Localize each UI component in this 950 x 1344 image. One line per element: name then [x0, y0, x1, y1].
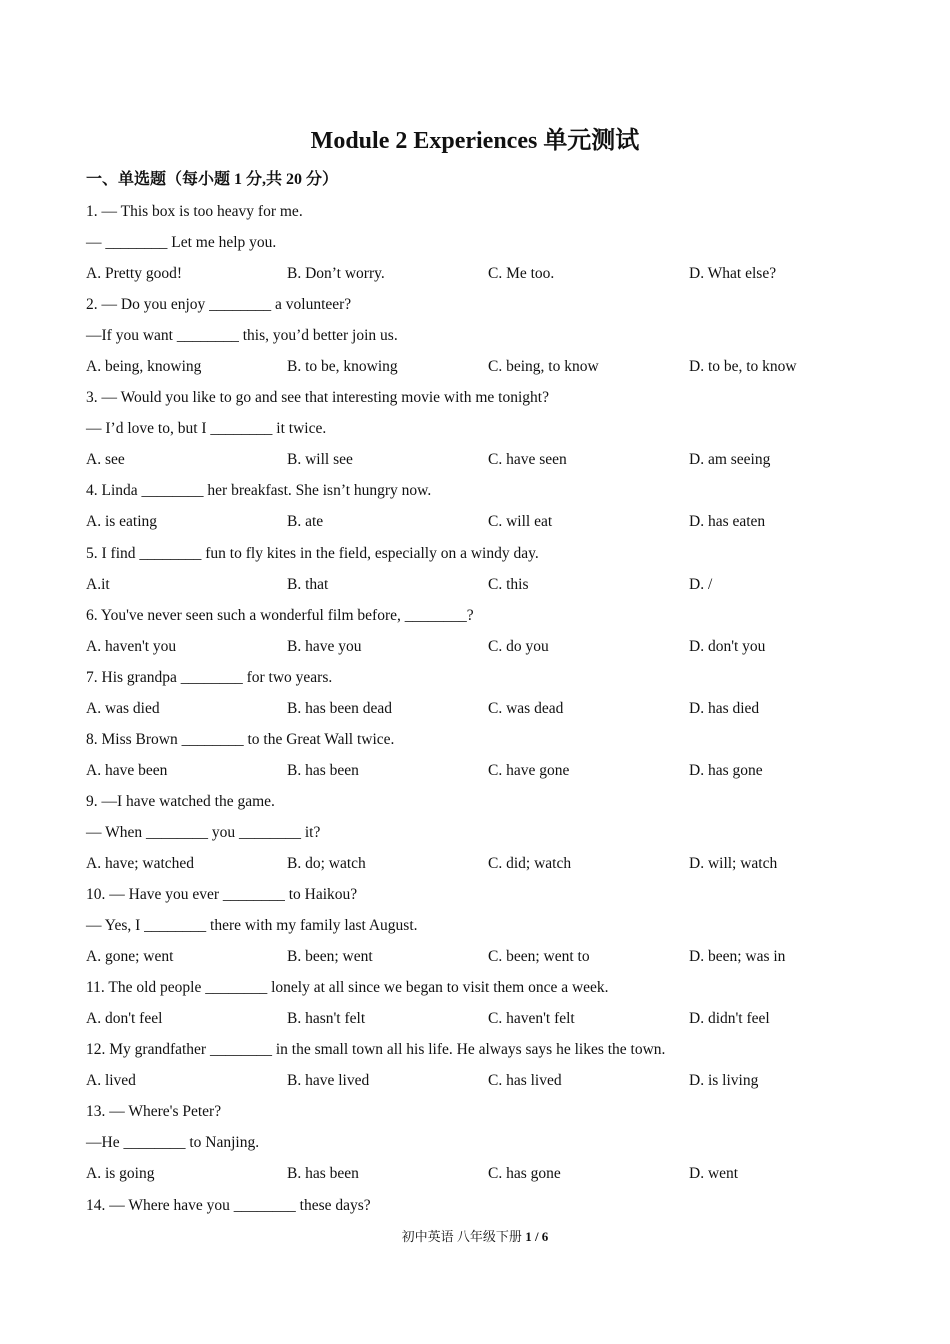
option-a: A. Pretty good!	[86, 265, 183, 283]
option-b: B. has been	[287, 1165, 359, 1183]
options-row	[86, 506, 866, 537]
question-stem: 8. Miss Brown ________ to the Great Wall twice.	[86, 730, 395, 748]
question-stem: 5. I find ________ fun to fly kites in the field, especially on a windy day.	[86, 544, 539, 562]
question-10	[86, 879, 866, 972]
option-d: D. has died	[689, 699, 760, 717]
option-b: B. hasn't felt	[287, 1010, 366, 1028]
option-a: A. was died	[86, 699, 160, 717]
question-2	[86, 289, 866, 382]
dialogue-line: —He ________ to Nanjing.	[86, 1134, 260, 1152]
options-row	[86, 693, 866, 724]
options-row	[86, 351, 866, 382]
option-a: A. being, knowing	[86, 358, 202, 376]
question-stem: 9. —I have watched the game.	[86, 792, 275, 810]
option-b: B. do; watch	[287, 854, 366, 872]
question-6	[86, 600, 866, 662]
question-11	[86, 972, 866, 1034]
options-row	[86, 941, 866, 972]
question-stem: 1. — This box is too heavy for me.	[86, 203, 303, 220]
options-row	[86, 1158, 866, 1189]
option-c: C. was dead	[488, 699, 564, 717]
option-d: D. didn't feel	[689, 1010, 770, 1028]
option-d: D. is living	[689, 1072, 759, 1090]
option-d: D. been; was in	[689, 948, 786, 966]
page-footer	[0, 1228, 950, 1246]
option-d: D. to be, to know	[689, 358, 797, 376]
dialogue-line: — ________ Let me help you.	[86, 234, 277, 252]
question-14	[86, 1190, 866, 1221]
question-stem: 10. — Have you ever ________ to Haikou?	[86, 886, 358, 904]
question-12	[86, 1034, 866, 1096]
options-row	[86, 631, 866, 662]
option-c: C. haven't felt	[488, 1010, 575, 1028]
options-row	[86, 258, 866, 289]
options-row	[86, 1065, 866, 1096]
question-5	[86, 538, 866, 600]
option-d: D. What else?	[689, 265, 777, 283]
options-row	[86, 755, 866, 786]
question-stem: 4. Linda ________ her breakfast. She isn’t hungry now.	[86, 482, 432, 500]
option-b: B. to be, knowing	[287, 358, 398, 376]
question-8	[86, 724, 866, 786]
option-c: C. did; watch	[488, 854, 572, 872]
question-stem: 2. — Do you enjoy ________ a volunteer?	[86, 296, 352, 314]
option-b: B. ate	[287, 513, 324, 531]
option-c: C. do you	[488, 637, 549, 655]
question-stem: 13. — Where's Peter?	[86, 1103, 222, 1121]
footer-course: 初中英语 八年级下册	[401, 1229, 522, 1244]
option-b: B. that	[287, 575, 329, 593]
option-d: D. has gone	[689, 761, 763, 779]
question-4	[86, 475, 866, 537]
section-heading: 一、单选题（每小题 1 分,共 20 分）	[86, 171, 339, 188]
option-b: B. Don’t worry.	[287, 265, 385, 283]
option-b: B. been; went	[287, 948, 373, 966]
option-b: B. have lived	[287, 1072, 370, 1090]
option-b: B. has been	[287, 761, 359, 779]
option-a: A. is eating	[86, 513, 158, 531]
page-number: 1 / 6	[525, 1229, 549, 1244]
question-stem: 3. — Would you like to go and see that interesting movie with me tonight?	[86, 389, 549, 407]
question-1	[86, 196, 866, 289]
options-row	[86, 848, 866, 879]
option-d: D. went	[689, 1165, 739, 1183]
option-b: B. has been dead	[287, 699, 393, 717]
question-9	[86, 786, 866, 879]
question-stem: 12. My grandfather ________ in the small town all his life. He always says he likes the town.	[86, 1041, 666, 1059]
option-a: A. don't feel	[86, 1010, 163, 1028]
option-a: A. is going	[86, 1165, 155, 1183]
question-7	[86, 662, 866, 724]
options-row	[86, 1003, 866, 1034]
dialogue-line: — Yes, I ________ there with my family last August.	[86, 917, 418, 935]
option-c: C. being, to know	[488, 358, 599, 376]
option-b: B. will see	[287, 451, 353, 469]
question-3	[86, 382, 866, 475]
question-list	[86, 196, 866, 1221]
question-stem: 6. You've never seen such a wonderful film before, ________?	[86, 606, 474, 624]
option-a: A.it	[86, 575, 110, 593]
option-d: D. don't you	[689, 637, 766, 655]
option-d: D. will; watch	[689, 854, 778, 872]
option-c: C. have gone	[488, 761, 570, 779]
option-c: C. been; went to	[488, 948, 590, 966]
question-stem: 11. The old people ________ lonely at all since we began to visit them once a week.	[86, 979, 609, 997]
option-c: C. this	[488, 575, 529, 593]
option-c: C. have seen	[488, 451, 567, 469]
option-c: C. has gone	[488, 1165, 561, 1183]
option-d: D. has eaten	[689, 513, 766, 531]
page-title: Module 2 Experiences 单元测试	[310, 128, 640, 154]
option-c: C. has lived	[488, 1072, 562, 1090]
option-a: A. haven't you	[86, 637, 177, 655]
question-stem: 14. — Where have you ________ these days?	[86, 1196, 371, 1214]
option-d: D. /	[689, 575, 713, 593]
dialogue-line: — When ________ you ________ it?	[86, 823, 321, 841]
options-row	[86, 444, 866, 475]
option-d: D. am seeing	[689, 451, 771, 469]
dialogue-line: —If you want ________ this, you’d better join us.	[86, 327, 398, 345]
option-c: C. Me too.	[488, 265, 555, 283]
option-b: B. have you	[287, 637, 362, 655]
options-row	[86, 569, 866, 600]
question-stem: 7. His grandpa ________ for two years.	[86, 668, 333, 686]
option-a: A. have been	[86, 761, 168, 779]
dialogue-line: — I’d love to, but I ________ it twice.	[86, 420, 327, 438]
option-c: C. will eat	[488, 513, 553, 531]
option-a: A. gone; went	[86, 948, 174, 966]
option-a: A. have; watched	[86, 854, 195, 872]
question-13	[86, 1096, 866, 1189]
option-a: A. lived	[86, 1072, 136, 1090]
option-a: A. see	[86, 451, 125, 469]
